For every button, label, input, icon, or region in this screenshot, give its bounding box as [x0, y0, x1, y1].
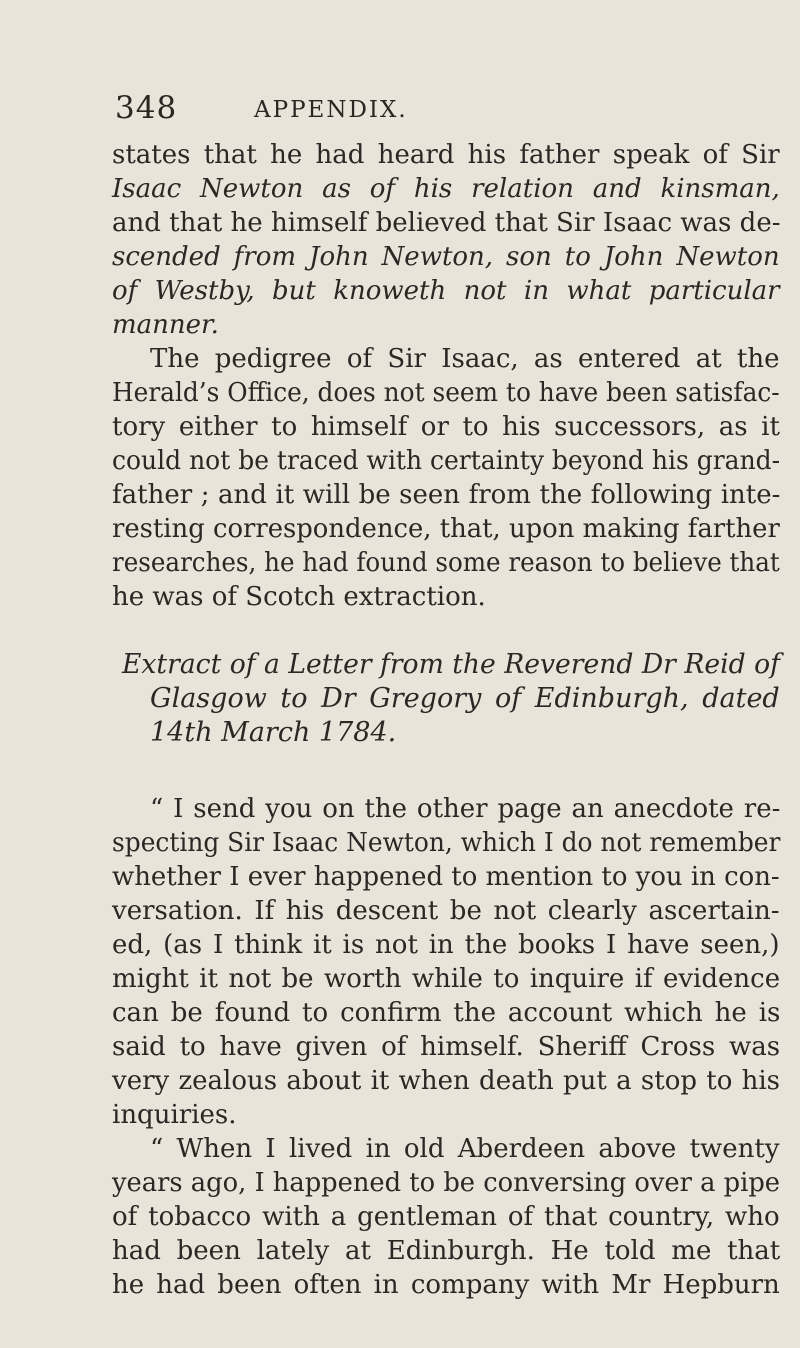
text-line: could not be traced with certainty beyond his grand- [112, 446, 781, 476]
text-line: scended from John Newton, son to John Newton [112, 242, 780, 272]
extract-heading-line: 14th March 1784. [150, 717, 397, 748]
extract-heading-line: Extract of a Letter from the Reverend Dr Reid of [122, 649, 780, 680]
text-line: states that he had heard his father speak of Sir [112, 140, 780, 170]
page-number: 348 [115, 90, 178, 126]
text-line: had been lately at Edinburgh. He told me that [112, 1236, 781, 1266]
text-line: father ; and it will be seen from the following inte- [112, 480, 781, 510]
text-line: versation. If his descent be not clearly ascertain- [112, 896, 780, 926]
extract-heading-line: Glasgow to Dr Gregory of Edinburgh, dated [150, 683, 780, 714]
text-line: The pedigree of Sir Isaac, as entered at the [150, 344, 780, 374]
text-line: very zealous about it when death put a stop to his [112, 1066, 781, 1096]
text-line: said to have given of himself. Sheriff Cross was [112, 1032, 781, 1062]
text-line: researches, he had found some reason to believe that [112, 548, 780, 578]
text-line: inquiries. [112, 1100, 237, 1130]
text-line: Isaac Newton as of his relation and kinsman, [112, 174, 780, 204]
text-line: can be found to confirm the account which he is [112, 998, 781, 1028]
text-line: resting correspondence, that, upon making farther [112, 514, 780, 544]
text-line: manner. [112, 310, 219, 340]
text-line: years ago, I happened to be conversing over a pipe [112, 1168, 781, 1198]
text-line: of Westby, but knoweth not in what particular [112, 276, 780, 306]
body-text [112, 138, 780, 1318]
text-line: specting Sir Isaac Newton, which I do not remember [112, 828, 781, 858]
text-line: Herald’s Office, does not seem to have been satisfac- [112, 378, 780, 408]
text-line: he was of Scotch extraction. [112, 582, 486, 612]
text-line: of tobacco with a gentleman of that country, who [112, 1202, 780, 1232]
text-line: ed, (as I think it is not in the books I have seen,) [112, 930, 780, 960]
running-title: APPENDIX. [254, 97, 408, 123]
text-line: he had been often in company with Mr Hepburn [112, 1270, 780, 1300]
text-line: whether I ever happened to mention to you in con- [112, 862, 780, 892]
text-line: “ I send you on the other page an anecdote re- [150, 794, 781, 824]
text-line: tory either to himself or to his successors, as it [112, 412, 780, 442]
text-line: “ When I lived in old Aberdeen above twenty [150, 1134, 780, 1164]
text-line: and that he himself believed that Sir Isaac was de- [112, 208, 781, 238]
text-line: might it not be worth while to inquire if evidence [112, 964, 781, 994]
running-head [115, 90, 775, 130]
